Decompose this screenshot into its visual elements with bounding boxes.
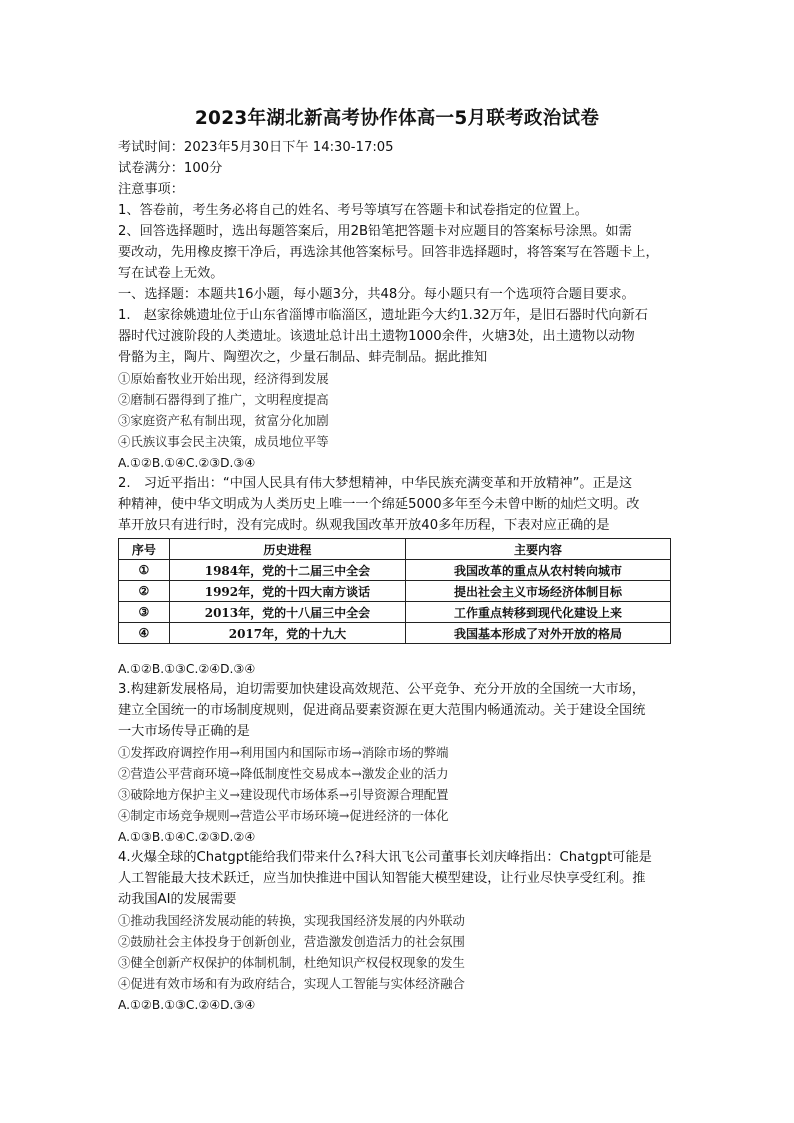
q1-option-3: ③家庭资产私有制出现，贫富分化加剧 xyxy=(118,413,329,428)
table-cell: 我国基本形成了对外开放的格局 xyxy=(406,623,671,644)
notice-item-2-line-2: 要改动，先用橡皮擦干净后，再选涂其他答案标号。回答非选择题时，将答案写在答题卡上， xyxy=(118,245,659,260)
q2-answer-choices: A.①②B.①③C.②④D.③④ xyxy=(118,662,256,676)
table-cell: 2013年，党的十八届三中全会 xyxy=(169,602,405,623)
q1-stem-line-2: 器时代过渡阶段的人类遗址。该遗址总计出土遗物1000余件，火塘3处，出土遗物以动物 xyxy=(118,329,635,344)
q4-stem-line-1: 4.火爆全球的Chatgpt能给我们带来什么?科大讯飞公司董事长刘庆峰指出：Chatgpt可能是 xyxy=(118,850,652,865)
q4-option-1: ①推动我国经济发展动能的转换，实现我国经济发展的内外联动 xyxy=(118,913,465,928)
q1-option-4: ④氏族议事会民主决策，成员地位平等 xyxy=(118,434,329,449)
notice-item-2-line-1: 2、回答选择题时，选出每题答案后，用2B铅笔把答题卡对应题目的答案标号涂黑。如需 xyxy=(118,224,632,239)
table-cell: ② xyxy=(119,581,170,602)
q4-option-3: ③健全创新产权保护的体制机制，杜绝知识产权侵权现象的发生 xyxy=(118,955,465,970)
table-cell: 2017年，党的十九大 xyxy=(169,623,405,644)
q2-stem-line-1: 2. 习近平指出：“中国人民具有伟大梦想精神，中华民族充满变革和开放精神”。正是这 xyxy=(118,476,633,491)
q3-answer-choices: A.①③B.①④C.②③D.②④ xyxy=(118,830,256,844)
q3-option-4: ④制定市场竞争规则→营造公平市场环境→促进经济的一体化 xyxy=(118,808,449,823)
q3-option-2: ②营造公平营商环境→降低制度性交易成本→激发企业的活力 xyxy=(118,766,449,781)
q4-answer-choices: A.①②B.①③C.②④D.③④ xyxy=(118,998,256,1012)
q1-stem-line-3: 骨骼为主，陶片、陶塑次之，少量石制品、蚌壳制品。据此推知 xyxy=(118,350,488,365)
notice-heading: 注意事项： xyxy=(118,182,184,197)
table-cell: ① xyxy=(119,560,170,581)
full-score: 试卷满分：100分 xyxy=(118,161,223,176)
q1-option-1: ①原始畜牧业开始出现，经济得到发展 xyxy=(118,371,329,386)
table-row xyxy=(119,623,671,644)
notice-item-1: 1、答卷前，考生务必将自己的姓名、考号等填写在答题卡和试卷指定的位置上。 xyxy=(118,203,588,218)
table-cell: ③ xyxy=(119,602,170,623)
q3-stem-line-3: 一大市场传导正确的是 xyxy=(118,724,250,739)
history-table xyxy=(118,538,671,644)
q3-stem-line-2: 建立全国统一的市场制度规则，促进商品要素资源在更大范围内畅通流动。关于建设全国统 xyxy=(118,703,646,718)
q3-option-3: ③破除地方保护主义→建设现代市场体系→引导资源合理配置 xyxy=(118,787,449,802)
q4-option-2: ②鼓励社会主体投身于创新创业，营造激发创造活力的社会氛围 xyxy=(118,934,465,949)
q3-stem-line-1: 3.构建新发展格局，迫切需要加快建设高效规范、公平竞争、充分开放的全国统一大市场， xyxy=(118,682,645,697)
q4-stem-line-2: 人工智能最大技术跃迁，应当加快推进中国认知智能大模型建设，让行业尽快享受红利。推 xyxy=(118,871,646,886)
table-cell: 提出社会主义市场经济体制目标 xyxy=(406,581,671,602)
q2-stem-line-2: 种精神，使中华文明成为人类历史上唯一一个绵延5000多年至今未曾中断的灿烂文明。改 xyxy=(118,497,640,512)
column-header: 主要内容 xyxy=(406,539,671,560)
column-header: 序号 xyxy=(119,539,170,560)
column-header: 历史进程 xyxy=(169,539,405,560)
table-cell: ④ xyxy=(119,623,170,644)
table-cell: 1992年，党的十四大南方谈话 xyxy=(169,581,405,602)
table-row xyxy=(119,602,671,623)
section-heading: 一、选择题：本题共16小题，每小题3分，共48分。每小题只有一个选项符合题目要求。 xyxy=(118,287,635,302)
table-cell: 工作重点转移到现代化建设上来 xyxy=(406,602,671,623)
table-cell: 1984年，党的十二届三中全会 xyxy=(169,560,405,581)
q2-stem-line-3: 革开放只有进行时，没有完成时。纵观我国改革开放40多年历程，下表对应正确的是 xyxy=(118,518,610,533)
q1-stem-line-1: 1. 赵家徐姚遗址位于山东省淄博市临淄区，遗址距今大约1.32万年，是旧石器时代向新石 xyxy=(118,308,648,323)
table-row xyxy=(119,560,671,581)
q1-answer-choices: A.①②B.①④C.②③D.③④ xyxy=(118,456,256,470)
q1-option-2: ②磨制石器得到了推广，文明程度提高 xyxy=(118,392,329,407)
notice-item-2-line-3: 写在试卷上无效。 xyxy=(118,266,224,281)
q3-option-1: ①发挥政府调控作用→利用国内和国际市场→消除市场的弊端 xyxy=(118,745,449,760)
page-title: 2023年湖北新高考协作体高一5月联考政治试卷 xyxy=(194,108,600,129)
table-row xyxy=(119,581,671,602)
table-header-row xyxy=(119,539,671,560)
q4-stem-line-3: 动我国AI的发展需要 xyxy=(118,892,237,907)
table-cell: 我国改革的重点从农村转向城市 xyxy=(406,560,671,581)
exam-time: 考试时间：2023年5月30日下午 14:30-17:05 xyxy=(118,140,394,155)
q4-option-4: ④促进有效市场和有为政府结合，实现人工智能与实体经济融合 xyxy=(118,976,465,991)
